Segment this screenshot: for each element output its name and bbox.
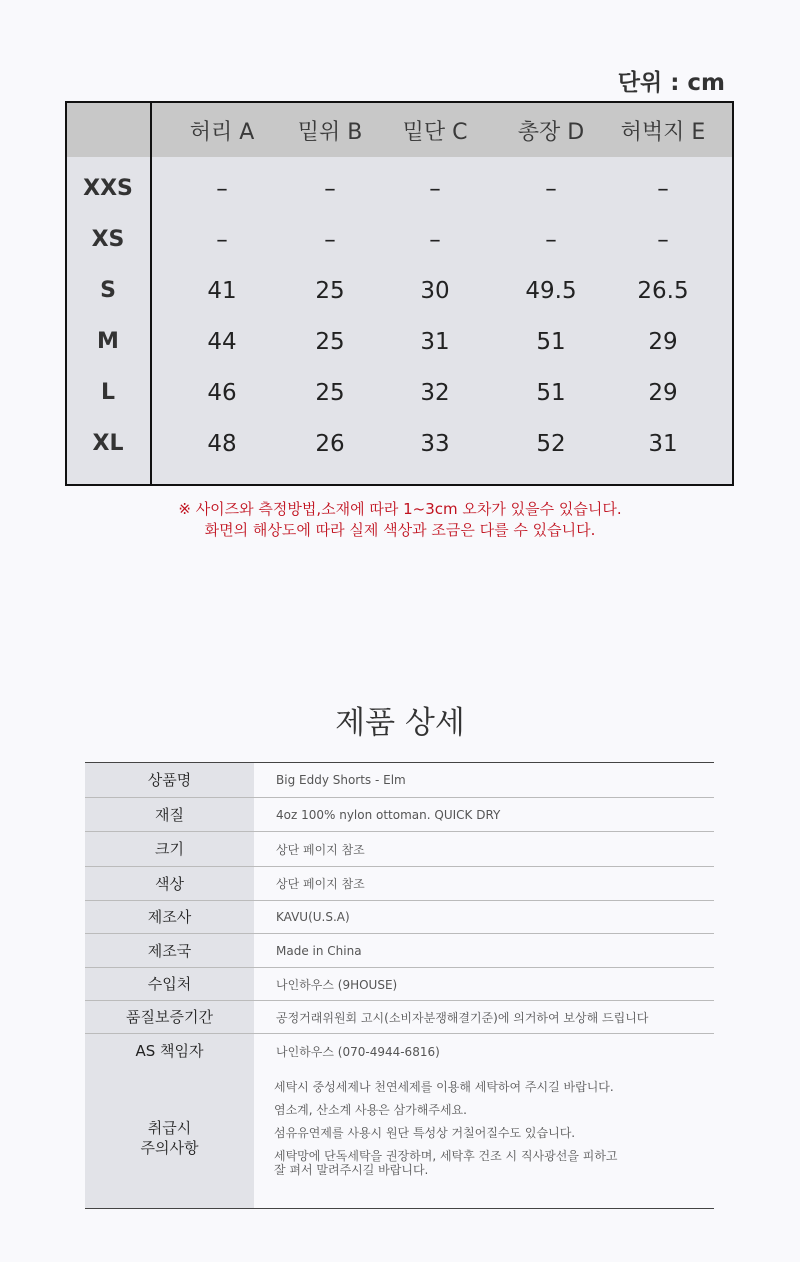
size-cell: – [324, 227, 336, 253]
size-cell: – [216, 227, 228, 253]
detail-row [85, 798, 714, 832]
care-item: 세탁시 중성세제나 천연세제를 이용해 세탁하여 주시길 바랍니다. [274, 1080, 614, 1094]
size-cell: 25 [315, 380, 345, 406]
detail-row [85, 934, 714, 968]
detail-table [85, 762, 714, 1209]
detail-value: 4oz 100% nylon ottoman. QUICK DRY [276, 807, 501, 822]
care-item: 세탁망에 단독세탁을 권장하며, 세탁후 건조 시 직사광선을 피하고 잘 펴서 말려주시길 바랍니다. [274, 1149, 618, 1177]
size-row-label: M [97, 329, 119, 354]
size-row-label: XL [92, 431, 124, 456]
size-cell: 32 [420, 380, 450, 406]
note-line: ※ 사이즈와 측정방법,소재에 따라 1~3cm 오차가 있을수 있습니다. [178, 500, 622, 518]
detail-value: Big Eddy Shorts - Elm [276, 773, 406, 787]
size-table [65, 101, 734, 486]
detail-value: Made in China [276, 943, 362, 958]
detail-row [85, 763, 714, 798]
size-notes [0, 499, 800, 541]
size-row-label: S [100, 278, 116, 303]
size-cell: 30 [420, 278, 450, 304]
detail-row [85, 968, 714, 1001]
size-cell: 29 [648, 380, 678, 406]
care-label: 취급시 주의사항 [85, 1068, 254, 1208]
detail-row [85, 832, 714, 867]
unit-label: 단위 : cm [617, 70, 725, 96]
care-list [254, 1068, 714, 1208]
size-cell: 41 [207, 278, 237, 304]
size-row-label: XXS [83, 176, 133, 201]
detail-row [85, 867, 714, 901]
detail-label: 제조사 [85, 901, 254, 933]
detail-value: 나인하우스 (9HOUSE) [276, 977, 398, 992]
detail-row [85, 1001, 714, 1034]
size-cell: 46 [207, 380, 237, 406]
detail-value: 상단 페이지 참조 [276, 877, 365, 891]
size-cell: – [429, 227, 441, 253]
detail-label: 수입처 [85, 968, 254, 1000]
detail-label: AS 책임자 [85, 1034, 254, 1068]
size-row-label: XS [91, 227, 125, 252]
size-cell: – [657, 227, 669, 253]
size-column-header: 허리 A [189, 120, 255, 145]
size-cell: 44 [207, 329, 237, 355]
size-cell: – [545, 176, 557, 202]
size-cell: 51 [536, 329, 566, 355]
size-cell: – [657, 176, 669, 202]
size-cell: 26.5 [637, 278, 689, 304]
size-column-header: 허벅지 E [620, 120, 706, 145]
size-cell: – [429, 176, 441, 202]
detail-label: 색상 [85, 867, 254, 900]
care-item: 섬유유연제를 사용시 원단 특성상 거칠어질수도 있습니다. [274, 1126, 576, 1140]
size-cell: 52 [536, 431, 566, 457]
size-column-header: 밑위 B [297, 120, 363, 145]
size-cell: 29 [648, 329, 678, 355]
care-item: 염소계, 산소계 사용은 삼가해주세요. [274, 1103, 467, 1117]
size-column-header: 총장 D [517, 120, 585, 145]
size-cell: 31 [420, 329, 450, 355]
detail-row [85, 901, 714, 934]
size-cell: – [324, 176, 336, 202]
size-cell: 48 [207, 431, 237, 457]
size-cell: – [216, 176, 228, 202]
size-column-header: 밑단 C [402, 120, 468, 145]
detail-label: 재질 [85, 798, 254, 831]
detail-value: 상단 페이지 참조 [276, 842, 365, 857]
detail-label: 제조국 [85, 934, 254, 967]
detail-row [85, 1034, 714, 1068]
size-cell: 26 [315, 431, 345, 457]
size-cell: 25 [315, 329, 345, 355]
care-row [85, 1068, 714, 1208]
size-cell: 51 [536, 380, 566, 406]
detail-value: 나인하우스 (070-4944-6816) [276, 1044, 440, 1059]
size-row-label: L [100, 380, 116, 405]
size-cell: 31 [648, 431, 678, 457]
note-line: 화면의 해상도에 따라 실제 색상과 조금은 다를 수 있습니다. [204, 521, 596, 539]
size-cell: 33 [420, 431, 450, 457]
detail-value: 공정거래위원회 고시(소비자분쟁해결기준)에 의거하여 보상해 드립니다 [276, 1010, 649, 1025]
size-table-divider [150, 103, 152, 484]
detail-label: 크기 [85, 832, 254, 866]
size-cell: – [545, 227, 557, 253]
size-cell: 25 [315, 278, 345, 304]
detail-label: 품질보증기간 [85, 1001, 254, 1033]
size-cell: 49.5 [525, 278, 577, 304]
detail-title: 제품 상세 [335, 705, 465, 741]
detail-value: KAVU(U.S.A) [276, 910, 350, 924]
detail-label: 상품명 [85, 763, 254, 797]
